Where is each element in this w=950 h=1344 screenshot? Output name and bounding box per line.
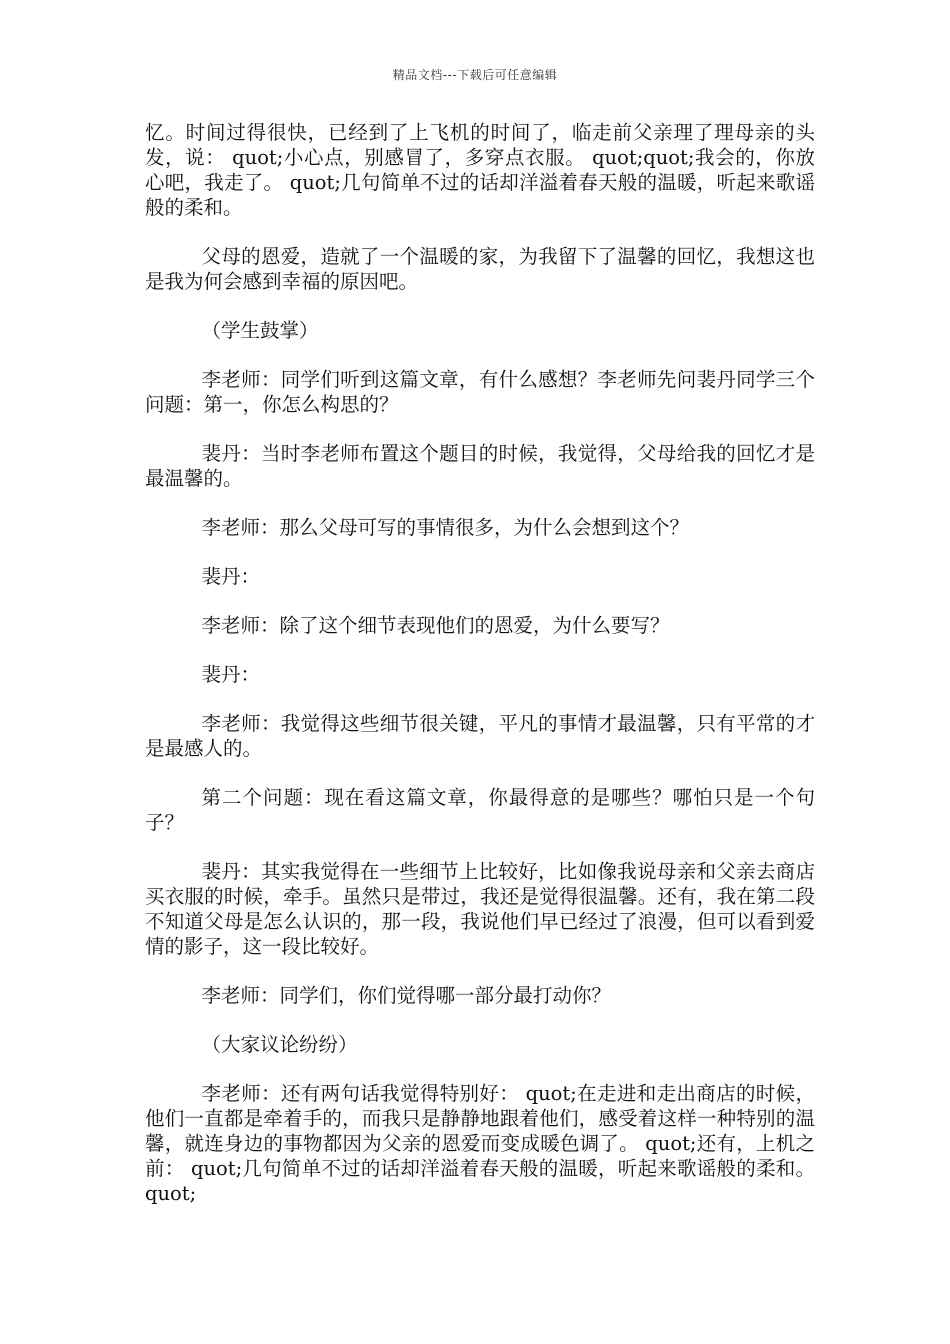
paragraph-9: 裴丹：: [201, 663, 261, 686]
document-body: [145, 120, 815, 1230]
paragraph-3: （学生鼓掌）: [201, 319, 319, 342]
paragraph-13: 李老师：同学们，你们觉得哪一部分最打动你？: [201, 984, 612, 1007]
page-header: 精品文档---下载后可任意编辑: [392, 68, 558, 82]
paragraph-7: 裴丹：: [201, 565, 261, 588]
paragraph-10: 李老师：我觉得这些细节很关键，平凡的事情才最温馨，只有平常的才是最感人的。: [145, 712, 815, 760]
paragraph-11: 第二个问题：现在看这篇文章，你最得意的是哪些？哪怕只是一个句子？: [145, 786, 815, 834]
paragraph-6: 李老师：那么父母可写的事情很多，为什么会想到这个？: [201, 516, 690, 539]
paragraph-2: 父母的恩爱，造就了一个温暖的家，为我留下了温馨的回忆，我想这也是我为何会感到幸福的原因吧。: [145, 245, 815, 293]
paragraph-12: 裴丹：其实我觉得在一些细节上比较好，比如像我说母亲和父亲去商店买衣服的时候，牵手。虽然只是带过，我还是觉得很温馨。还有，我在第二段不知道父母是怎么认识的，那一段，我说他们早已经过了浪漫，但可以看到爱情的影子，这一段比较好。: [145, 860, 815, 958]
paragraph-4: 李老师：同学们听到这篇文章，有什么感想？李老师先问裴丹同学三个问题：第一，你怎么构思的？: [145, 368, 815, 416]
paragraph-8: 李老师：除了这个细节表现他们的恩爱，为什么要写？: [201, 614, 670, 637]
paragraph-14: （大家议论纷纷）: [201, 1033, 358, 1056]
paragraph-15: 李老师：还有两句话我觉得特别好： quot;在走进和走出商店的时候，他们一直都是牵着手的，而我只是静静地跟着他们，感受着这样一种特别的温馨，就连身边的事物都因为父亲的恩爱而变成暖色调了。 quot;还有，上机之前： quot;几句简单不过的话却洋溢着春天般的温暖，听起来歌谣般的柔和。 quot;: [145, 1082, 815, 1205]
paragraph-5: 裴丹：当时李老师布置这个题目的时候，我觉得，父母给我的回忆才是最温馨的。: [145, 442, 815, 490]
paragraph-1: 忆。时间过得很快，已经到了上飞机的时间了，临走前父亲理了理母亲的头发，说： quot;小心点，别感冒了，多穿点衣服。 quot;quot;我会的，你放心吧，我走了。 quot;几句简单不过的话却洋溢着春天般的温暖，听起来歌谣般的柔和。: [145, 121, 815, 219]
